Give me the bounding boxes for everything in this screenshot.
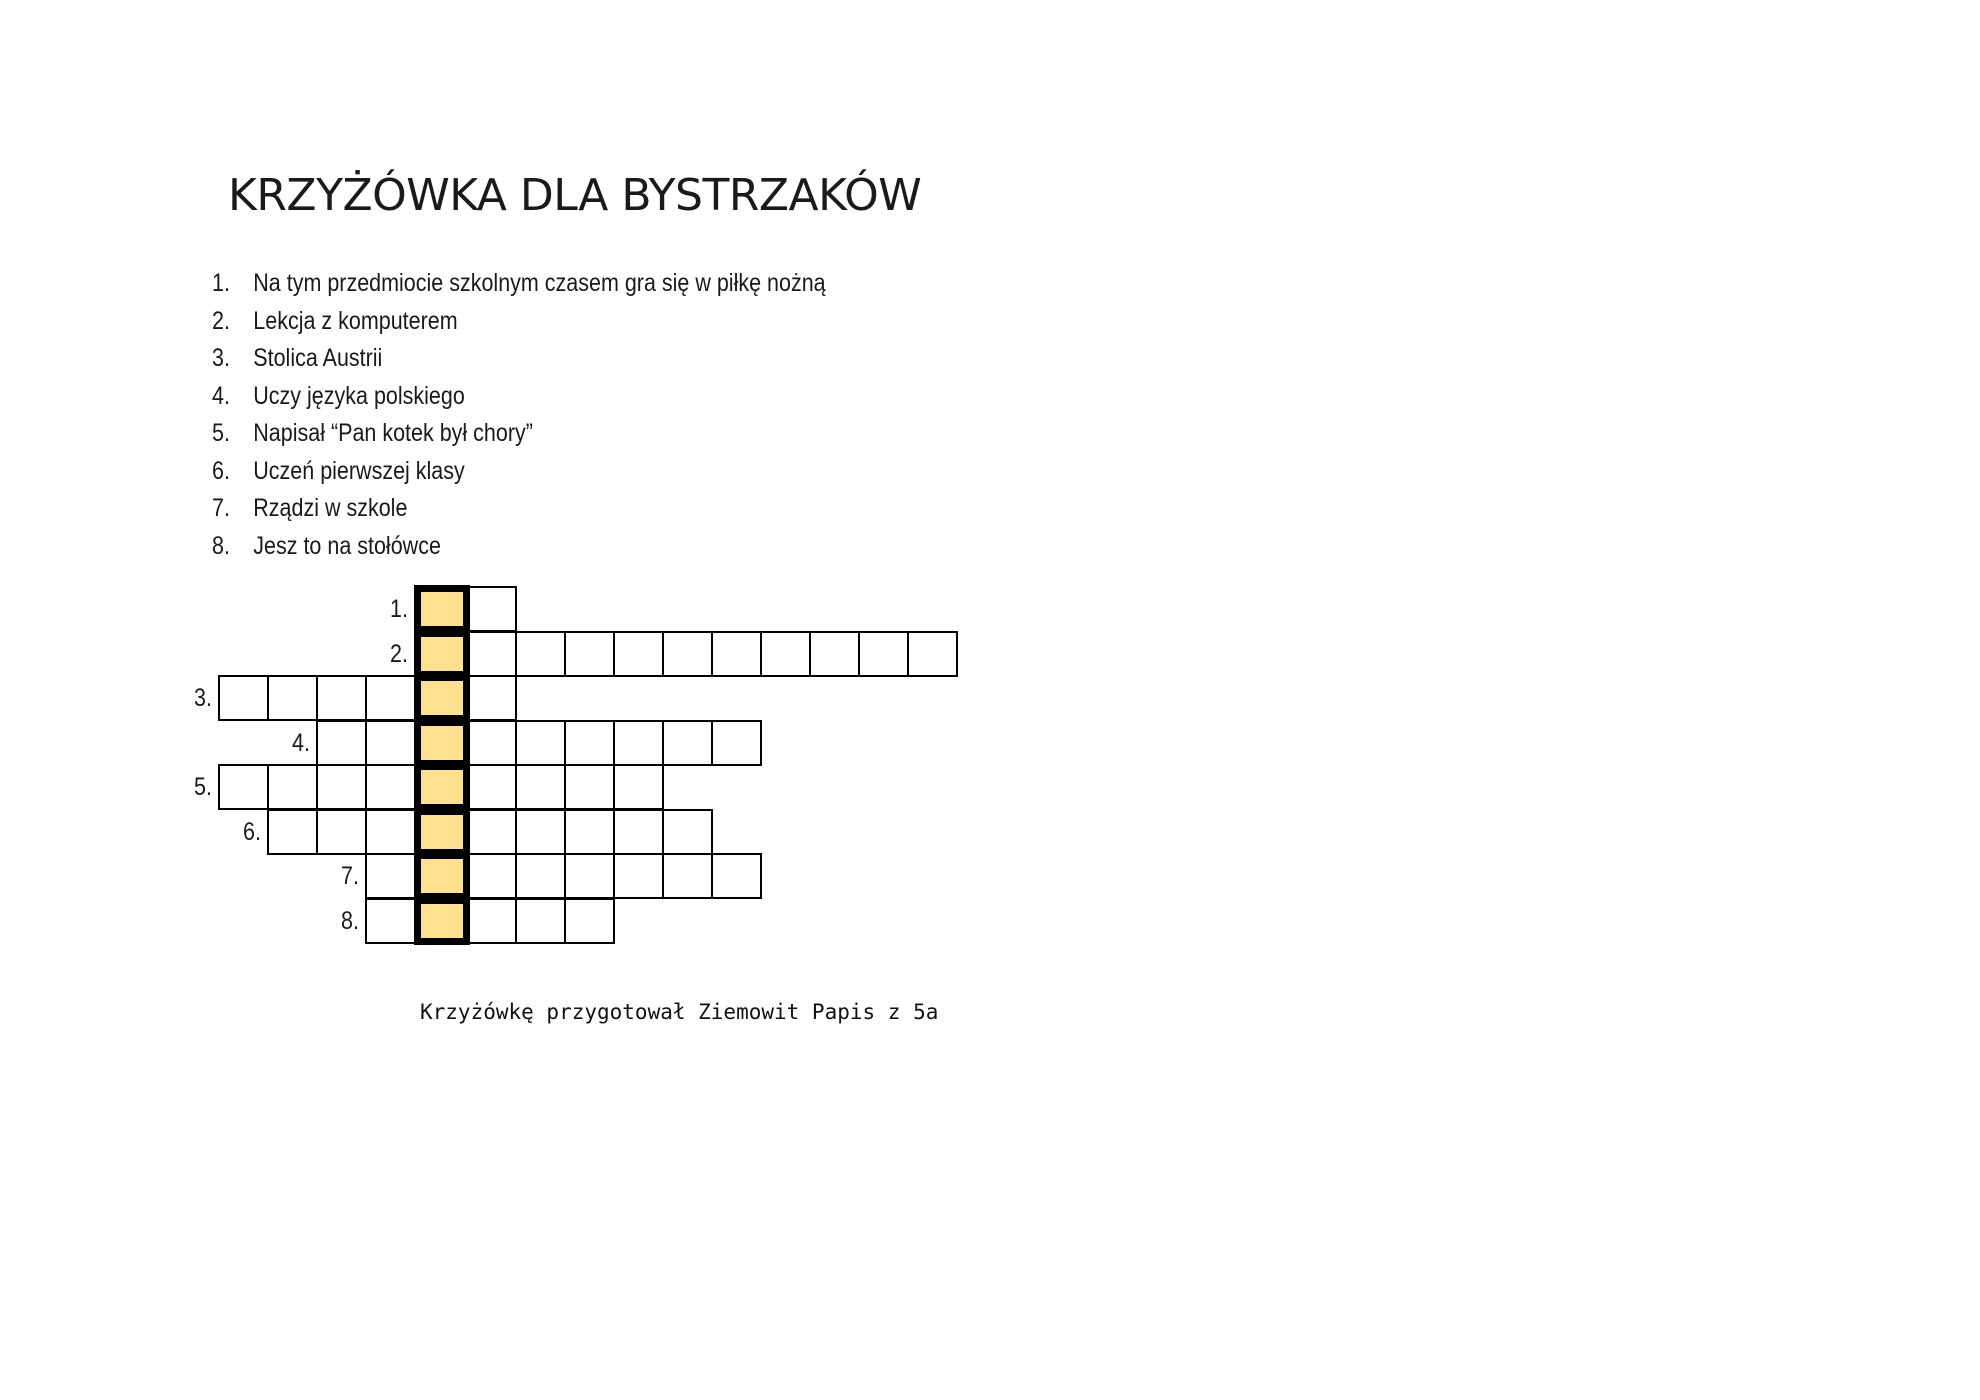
crossword-cell[interactable]	[316, 809, 367, 855]
crossword-cell[interactable]	[613, 809, 664, 855]
crossword-cell[interactable]	[466, 720, 517, 766]
crossword-cell[interactable]	[662, 720, 713, 766]
solution-cell[interactable]	[414, 719, 470, 767]
crossword-cell[interactable]	[466, 853, 517, 899]
crossword-row-number: 1.	[390, 595, 408, 623]
clue-text: Rządzi w szkole	[253, 494, 408, 522]
crossword-cell[interactable]	[662, 809, 713, 855]
clue-number: 1.	[212, 269, 230, 297]
crossword-cell[interactable]	[907, 631, 958, 677]
solution-cell[interactable]	[414, 897, 470, 945]
crossword-cell[interactable]	[662, 853, 713, 899]
crossword-cell[interactable]	[515, 720, 566, 766]
crossword-cell[interactable]	[515, 809, 566, 855]
clue-number: 6.	[212, 456, 230, 485]
crossword-cell[interactable]	[564, 631, 615, 677]
clue-text: Uczy języka polskiego	[253, 381, 465, 410]
crossword-cell[interactable]	[365, 898, 416, 944]
crossword-cell[interactable]	[466, 809, 517, 855]
crossword-cell[interactable]	[218, 675, 269, 721]
crossword-cell[interactable]	[711, 720, 762, 766]
solution-cell[interactable]	[414, 674, 470, 722]
clue-text: Jesz to na stołówce	[253, 531, 441, 560]
crossword-cell[interactable]	[564, 809, 615, 855]
crossword-cell[interactable]	[662, 631, 713, 677]
crossword-row-number: 8.	[341, 906, 359, 935]
clue-text: Stolica Austrii	[253, 344, 383, 372]
crossword-cell[interactable]	[711, 853, 762, 899]
solution-cell[interactable]	[414, 808, 470, 856]
crossword-cell[interactable]	[613, 764, 664, 810]
crossword-cell[interactable]	[760, 631, 811, 677]
crossword-cell[interactable]	[267, 809, 318, 855]
crossword-cell[interactable]	[365, 720, 416, 766]
crossword-cell[interactable]	[564, 853, 615, 899]
clue-number: 8.	[212, 531, 230, 560]
solution-cell[interactable]	[414, 763, 470, 811]
crossword-cell[interactable]	[515, 853, 566, 899]
clue-text: Lekcja z komputerem	[253, 306, 458, 335]
crossword-cell[interactable]	[613, 631, 664, 677]
author-credit: Krzyżówkę przygotował Ziemowit Papis z 5a	[420, 1000, 939, 1024]
clue-number: 7.	[212, 494, 230, 522]
clue-text: Na tym przedmiocie szkolnym czasem gra się w piłkę nożną	[253, 269, 826, 297]
crossword-row-number: 3.	[194, 684, 212, 712]
crossword-cell[interactable]	[515, 764, 566, 810]
crossword-row-number: 5.	[194, 773, 212, 801]
solution-cell[interactable]	[414, 630, 470, 678]
clue-text: Uczeń pierwszej klasy	[253, 456, 465, 485]
clue-text: Napisał “Pan kotek był chory”	[253, 419, 533, 447]
crossword-row-number: 2.	[390, 639, 408, 668]
clue-item	[212, 490, 826, 528]
crossword-cell[interactable]	[218, 764, 269, 810]
crossword-cell[interactable]	[466, 675, 517, 721]
crossword-cell[interactable]	[613, 853, 664, 899]
crossword-cell[interactable]	[466, 631, 517, 677]
crossword-cell[interactable]	[858, 631, 909, 677]
solution-cell[interactable]	[414, 585, 470, 633]
crossword-cell[interactable]	[466, 764, 517, 810]
clue-item	[212, 378, 826, 416]
crossword-cell[interactable]	[564, 720, 615, 766]
clue-item	[212, 528, 826, 566]
crossword-cell[interactable]	[564, 898, 615, 944]
crossword-cell[interactable]	[711, 631, 762, 677]
crossword-row-number: 7.	[341, 862, 359, 890]
crossword-cell[interactable]	[365, 764, 416, 810]
crossword-cell[interactable]	[267, 675, 318, 721]
crossword-cell[interactable]	[515, 898, 566, 944]
page-title: KRZYŻÓWKA DLA BYSTRZAKÓW	[228, 170, 922, 221]
crossword-cell[interactable]	[515, 631, 566, 677]
crossword-cell[interactable]	[267, 764, 318, 810]
crossword-cell[interactable]	[365, 853, 416, 899]
crossword-row-number: 4.	[292, 728, 310, 757]
crossword-cell[interactable]	[316, 675, 367, 721]
crossword-cell[interactable]	[316, 720, 367, 766]
crossword-cell[interactable]	[466, 586, 517, 632]
crossword-cell[interactable]	[365, 675, 416, 721]
crossword-cell[interactable]	[564, 764, 615, 810]
crossword-cell[interactable]	[365, 809, 416, 855]
clue-number: 2.	[212, 306, 230, 335]
crossword-row-number: 6.	[243, 817, 261, 846]
solution-cell[interactable]	[414, 852, 470, 900]
crossword-cell[interactable]	[809, 631, 860, 677]
clue-item	[212, 415, 826, 453]
clue-item	[212, 453, 826, 491]
clue-item	[212, 340, 826, 378]
clue-number: 5.	[212, 419, 230, 447]
crossword-cell[interactable]	[316, 764, 367, 810]
clue-number: 4.	[212, 381, 230, 410]
clue-item	[212, 265, 826, 303]
clue-list	[212, 265, 926, 565]
crossword-cell[interactable]	[466, 898, 517, 944]
crossword-cell[interactable]	[613, 720, 664, 766]
clue-item	[212, 303, 826, 341]
clue-number: 3.	[212, 344, 230, 372]
